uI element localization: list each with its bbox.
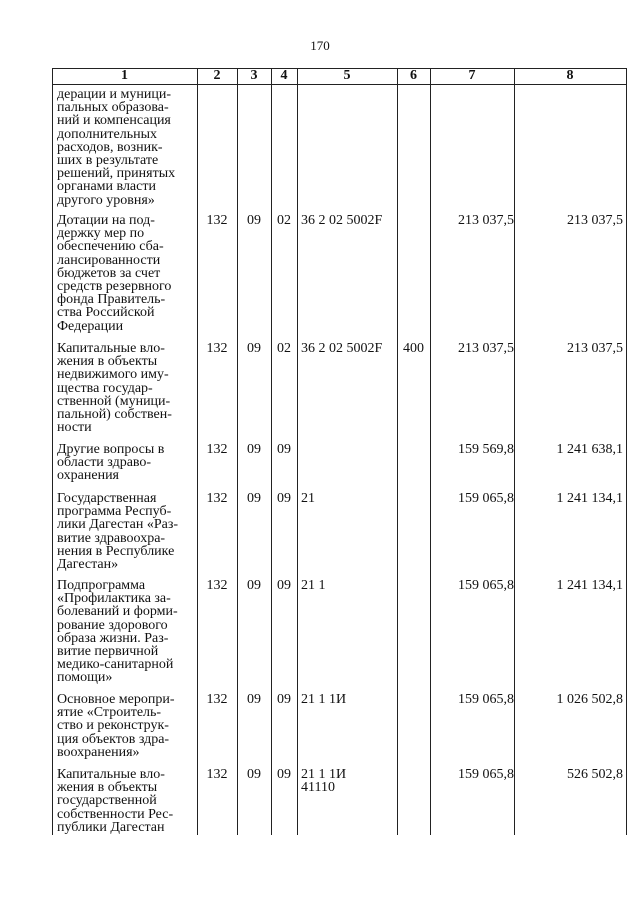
header-cell: 5 (343, 68, 351, 83)
cell-col2: 132 (206, 213, 228, 228)
cell-col5: 21 1 1И (301, 692, 347, 707)
cell-col7: 159 065,8 (458, 578, 514, 593)
budget-table (52, 68, 627, 835)
cell-col8: 1 241 134,1 (556, 491, 623, 506)
header-cell: 6 (410, 68, 417, 83)
header-cell: 4 (280, 68, 288, 83)
row-description: Дотации на под- держку мер по обеспечению сба- лансированности бюджетов за счет средств резервного фонда Правитель- ства Российской Федерации (57, 213, 172, 334)
header-cell: 2 (213, 68, 221, 83)
header-cell: 1 (121, 68, 128, 83)
cell-col4: 09 (277, 692, 291, 707)
cell-col8: 526 502,8 (567, 767, 623, 782)
cell-col8: 1 026 502,8 (556, 692, 623, 707)
cell-col8: 1 241 134,1 (556, 578, 623, 593)
row-description: Капитальные вло- жения в объекты недвижимого иму- щества государ- ственной (муници- пальной) собствен- ности (57, 341, 172, 436)
cell-col8: 1 241 638,1 (556, 442, 623, 457)
column-divider (626, 68, 627, 835)
cell-col7: 159 065,8 (458, 491, 514, 506)
cell-col3: 09 (247, 341, 261, 356)
column-divider (297, 68, 298, 835)
cell-col3: 09 (247, 442, 261, 457)
cell-col4: 02 (277, 213, 291, 228)
header-cell: 7 (468, 68, 476, 83)
row-description: Подпрограмма «Профилактика за- болеваний и форми- рование здорового образа жизни. Раз- витие первичной медико-санитарной помощи» (57, 578, 178, 686)
row-description: Другие вопросы в области здраво- охранения (57, 442, 165, 484)
cell-col5: 21 (301, 491, 315, 506)
cell-col2: 132 (206, 578, 228, 593)
cell-col4: 09 (277, 491, 291, 506)
header-cell: 3 (250, 68, 258, 83)
cell-col7: 213 037,5 (458, 341, 514, 356)
cell-col3: 09 (247, 491, 261, 506)
column-divider (52, 68, 53, 835)
cell-col5: 21 1 1И 41110 (301, 767, 347, 796)
page-number: 170 (310, 38, 330, 53)
cell-col2: 132 (206, 442, 228, 457)
cell-col4: 09 (277, 767, 291, 782)
cell-col8: 213 037,5 (567, 213, 623, 228)
row-description: Основное меропри- ятие «Строитель- ство и реконструк- ция объектов здра- воохранения» (57, 692, 175, 760)
cell-col5: 36 2 02 5002F (301, 341, 383, 356)
cell-col4: 02 (277, 341, 291, 356)
cell-col3: 09 (247, 213, 261, 228)
row-description: дерации и муници- пальных образова- ний и компенсация дополнительных расходов, возник- ших в результате решений, принятых органами власти другого уровня» (57, 87, 176, 208)
header-cell: 8 (566, 68, 574, 83)
cell-col7: 159 065,8 (458, 692, 514, 707)
header-bottom-border (52, 84, 627, 85)
cell-col3: 09 (247, 767, 261, 782)
cell-col7: 213 037,5 (458, 213, 514, 228)
cell-col7: 159 065,8 (458, 767, 514, 782)
row-description: Капитальные вло- жения в объекты государственной собственности Рес- публики Дагестан (57, 767, 174, 835)
cell-col7: 159 569,8 (458, 442, 514, 457)
cell-col4: 09 (277, 578, 291, 593)
cell-col4: 09 (277, 442, 291, 457)
cell-col8: 213 037,5 (567, 341, 623, 356)
cell-col2: 132 (206, 341, 228, 356)
cell-col5: 36 2 02 5002F (301, 213, 383, 228)
cell-col3: 09 (247, 692, 261, 707)
cell-col2: 132 (206, 767, 228, 782)
row-description: Государственная программа Респуб- лики Дагестан «Раз- витие здравоохра- нения в Республике Дагестан» (57, 491, 179, 573)
cell-col3: 09 (247, 578, 261, 593)
cell-col6: 400 (403, 341, 424, 356)
cell-col5: 21 1 (301, 578, 326, 593)
cell-col2: 132 (206, 692, 228, 707)
cell-col2: 132 (206, 491, 228, 506)
column-divider (397, 68, 398, 835)
